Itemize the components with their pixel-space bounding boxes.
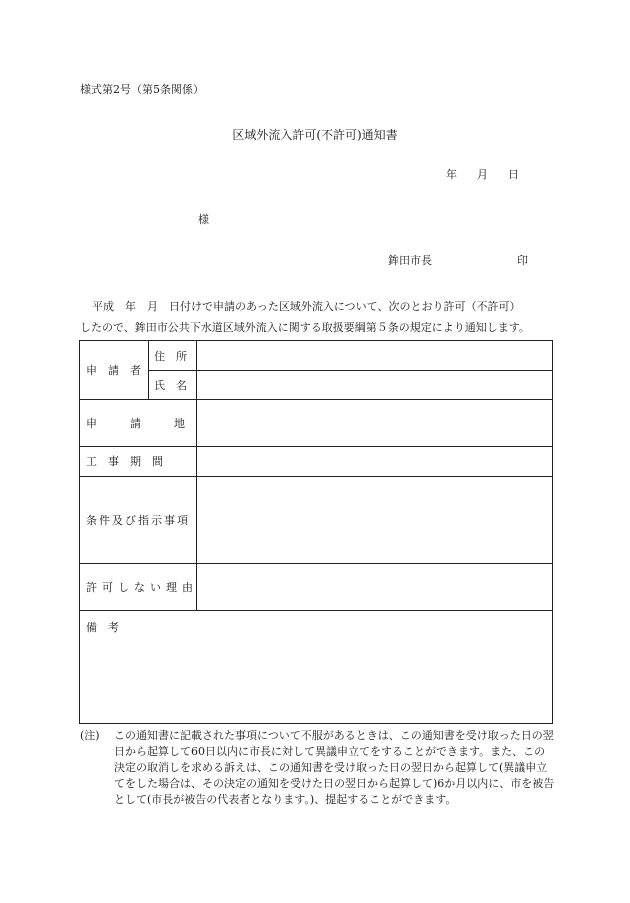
label-remarks: 備 考 — [86, 621, 119, 634]
form-table — [79, 340, 553, 724]
label-address: 住 所 — [154, 349, 187, 363]
date-day: 日 — [508, 168, 519, 181]
date-month: 月 — [477, 168, 488, 181]
date-line — [446, 166, 519, 182]
label-construction-period: 工 事 期 間 — [86, 455, 163, 468]
date-year: 年 — [446, 168, 457, 181]
addressee-honorific: 様 — [198, 213, 209, 226]
label-name: 氏 名 — [154, 378, 187, 392]
label-application-site: 申 請 地 — [86, 416, 185, 430]
document-title: 区域外流入許可(不許可)通知書 — [232, 128, 398, 142]
row-divider-address-name — [148, 370, 552, 371]
issuer-name: 鉾田市長 — [388, 254, 432, 267]
row-divider-reason — [80, 610, 552, 611]
seal-mark: 印 — [517, 254, 528, 267]
notes-text: この通知書に記載された事項について不服があるときは、この通知書を受け取った日の翌日から起算して60日以内に市長に対して異議申立てをすることができます。また、この決定の取消しを求める訴えは、この通知書を受け取った日の翌日から起算して(異議申立てをした場合は、その決定の通知を受けた日の翌日から起算して)6か月以内に、市を被告として(市長が被告の代表者となります。)、提起することができます。 — [114, 729, 555, 806]
label-applicant: 申 請 者 — [86, 364, 141, 377]
notice-body-line-1: 平成 年 月 日付けで申請のあった区域外流入について、次のとおり許可（不許可） — [92, 300, 521, 313]
notice-body — [80, 296, 556, 338]
col-divider-applicant — [148, 341, 149, 399]
notice-body-line-2: したので、鉾田市公共下水道区域外流入に関する取扱要綱第５条の規定により通知します。 — [80, 321, 530, 334]
notes-section — [80, 728, 556, 808]
label-conditions: 条件及び指示事項 — [86, 513, 190, 527]
notes-prefix: (注) — [80, 729, 100, 742]
label-refusal-reason: 許可しない理由 — [86, 580, 198, 594]
form-number-label: 様式第2号（第5条関係） — [80, 83, 204, 96]
